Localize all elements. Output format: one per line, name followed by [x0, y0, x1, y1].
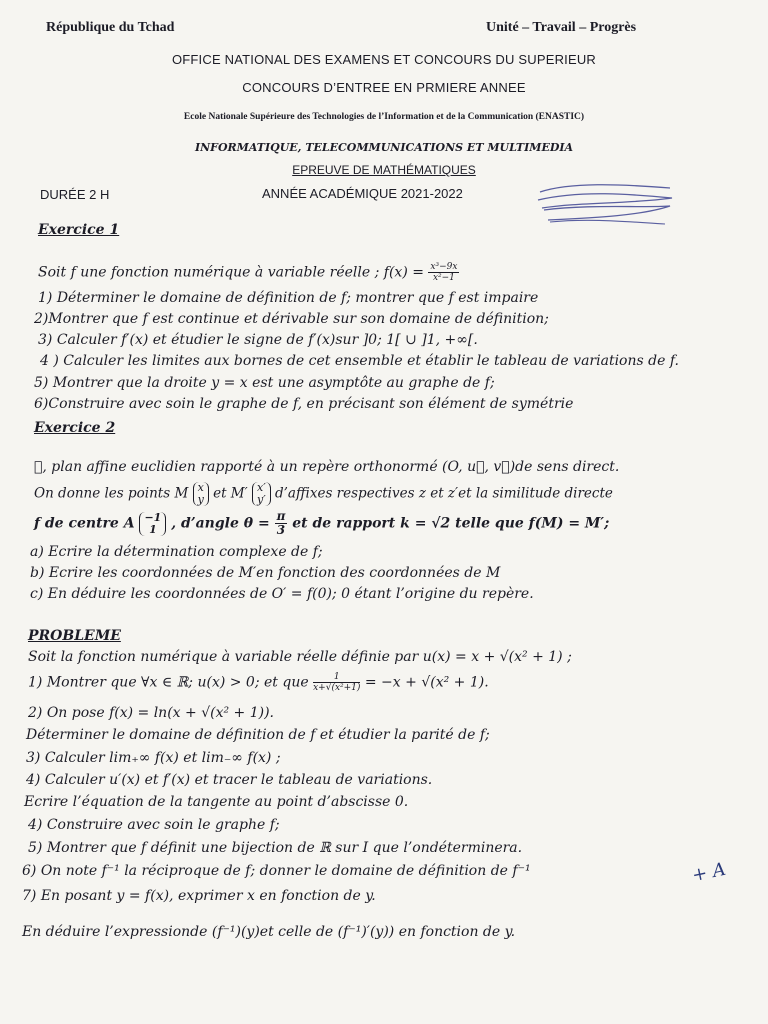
problem-q8: En déduire l’expressionde (f⁻¹)(y)et celle de (f⁻¹)′(y)) en fonction de y. — [22, 924, 516, 940]
fraction: $\frac{\text{x³−9x}}{\text{x²−1}}$ — [430, 262, 458, 283]
program-name: INFORMATIQUE, TELECOMMUNICATIONS ET MULTIMEDIA — [194, 141, 574, 154]
academic-year: ANNÉE ACADÉMIQUE 2021-2022 — [262, 186, 463, 201]
exercise-1-q6: 6)Construire avec soin le graphe de f, en précisant son élément de symétrie — [34, 396, 574, 412]
exercise-1-q1: 1) Déterminer le domaine de définition de f; montrer que f est impaire — [38, 290, 539, 306]
school-name: Ecole Nationale Supérieure des Technologies de l’Information et de la Communication (ENASTIC) — [183, 112, 585, 122]
handwritten-scribble — [530, 178, 680, 230]
problem-q6: 6) On note f⁻¹ la réciproque de f; donner le domaine de définition de f⁻¹ — [22, 863, 531, 879]
exercise-1-intro: Soit f une fonction numérique à variable réelle ; f(x) = $\frac{\text{x³−9x}}{\text{x²−1}}$ — [38, 262, 458, 283]
fraction-pi-3: $\frac{\pi}{3}$ — [276, 509, 286, 537]
exercise-1-q5: 5) Montrer que la droite y = x est une asymptôte au graphe de f; — [34, 375, 495, 391]
exam-subject: EPREUVE DE MATHÉMATIQUES — [292, 163, 476, 177]
vector-a: −1 1 — [139, 512, 166, 536]
country-name: République du Tchad — [46, 20, 175, 35]
problem-q1: 1) Montrer que ∀x ∈ ℝ; u(x) > 0; et que $\frac{1}{\text{x+√(x²+1)}}$ = −x + √(x² + 1). — [28, 672, 489, 693]
exercise-1-title: Exercice 1 — [38, 222, 120, 238]
exercise-2-line-2: On donne les points M x y et M′ x′ y′ d’affixes respectives z et z′et la similitude directe — [34, 481, 613, 506]
problem-q2: 2) On pose f(x) = ln(x + √(x² + 1)). — [28, 705, 274, 721]
fraction: $\frac{1}{\text{x+√(x²+1)}}$ — [313, 672, 361, 693]
country-motto: Unité – Travail – Progrès — [486, 20, 637, 35]
exercise-2-b: b) Ecrire les coordonnées de M′en fonction des coordonnées de M — [30, 565, 501, 581]
exam-duration: DURÉE 2 H — [40, 187, 110, 202]
problem-intro: Soit la fonction numérique à variable réelle définie par u(x) = x + √(x² + 1) ; — [28, 649, 572, 665]
exercise-2-line-3: f de centre A −1 1 , d’angle θ = $\frac{\pi}{3}$ et de rapport k = √2 telle que f(M) = M′; — [34, 509, 610, 537]
exercise-2-a: a) Ecrire la détermination complexe de f; — [30, 544, 323, 560]
problem-title: PROBLEME — [28, 628, 121, 644]
office-name: OFFICE NATIONAL DES EXAMENS ET CONCOURS DU SUPERIEUR — [171, 52, 597, 67]
problem-q3: 3) Calculer lim₊∞ f(x) et lim₋∞ f(x) ; — [26, 750, 281, 766]
vector-m: x y — [193, 482, 209, 506]
exercise-1-q3: 3) Calculer f′(x) et étudier le signe de f′(x)sur ]0; 1[ ∪ ]1, +∞[. — [38, 332, 478, 348]
concours-title: CONCOURS D’ENTREE EN PRMIERE ANNEE — [242, 80, 526, 95]
exercise-1-q4: 4 ) Calculer les limites aux bornes de cet ensemble et établir le tableau de variations de f. — [40, 353, 679, 369]
exercise-2-title: Exercice 2 — [34, 420, 116, 436]
exercise-1-q2: 2)Montrer que f est continue et dérivable sur son domaine de définition; — [34, 311, 549, 327]
problem-q2b: Déterminer le domaine de définition de f et étudier la parité de f; — [26, 727, 490, 743]
vector-m-prime: x′ y′ — [252, 482, 271, 506]
exercise-2-c: c) En déduire les coordonnées de O′ = f(0); 0 étant l’origine du repère. — [30, 586, 534, 602]
problem-q4c: 4) Construire avec soin le graphe f; — [28, 817, 280, 833]
exercise-2-line-1: ℘, plan affine euclidien rapporté à un repère orthonormé (O, u⃗, v⃗)de sens direct. — [34, 459, 620, 475]
problem-q4: 4) Calculer u′(x) et f′(x) et tracer le tableau de variations. — [26, 772, 433, 788]
problem-q4b: Ecrire l’équation de la tangente au point d’abscisse 0. — [24, 794, 409, 810]
problem-q5: 5) Montrer que f définit une bijection de ℝ sur I que l’ondéterminera. — [28, 840, 523, 856]
problem-q7: 7) En posant y = f(x), exprimer x en fonction de y. — [22, 888, 376, 904]
handwritten-mark: + A — [690, 858, 728, 887]
